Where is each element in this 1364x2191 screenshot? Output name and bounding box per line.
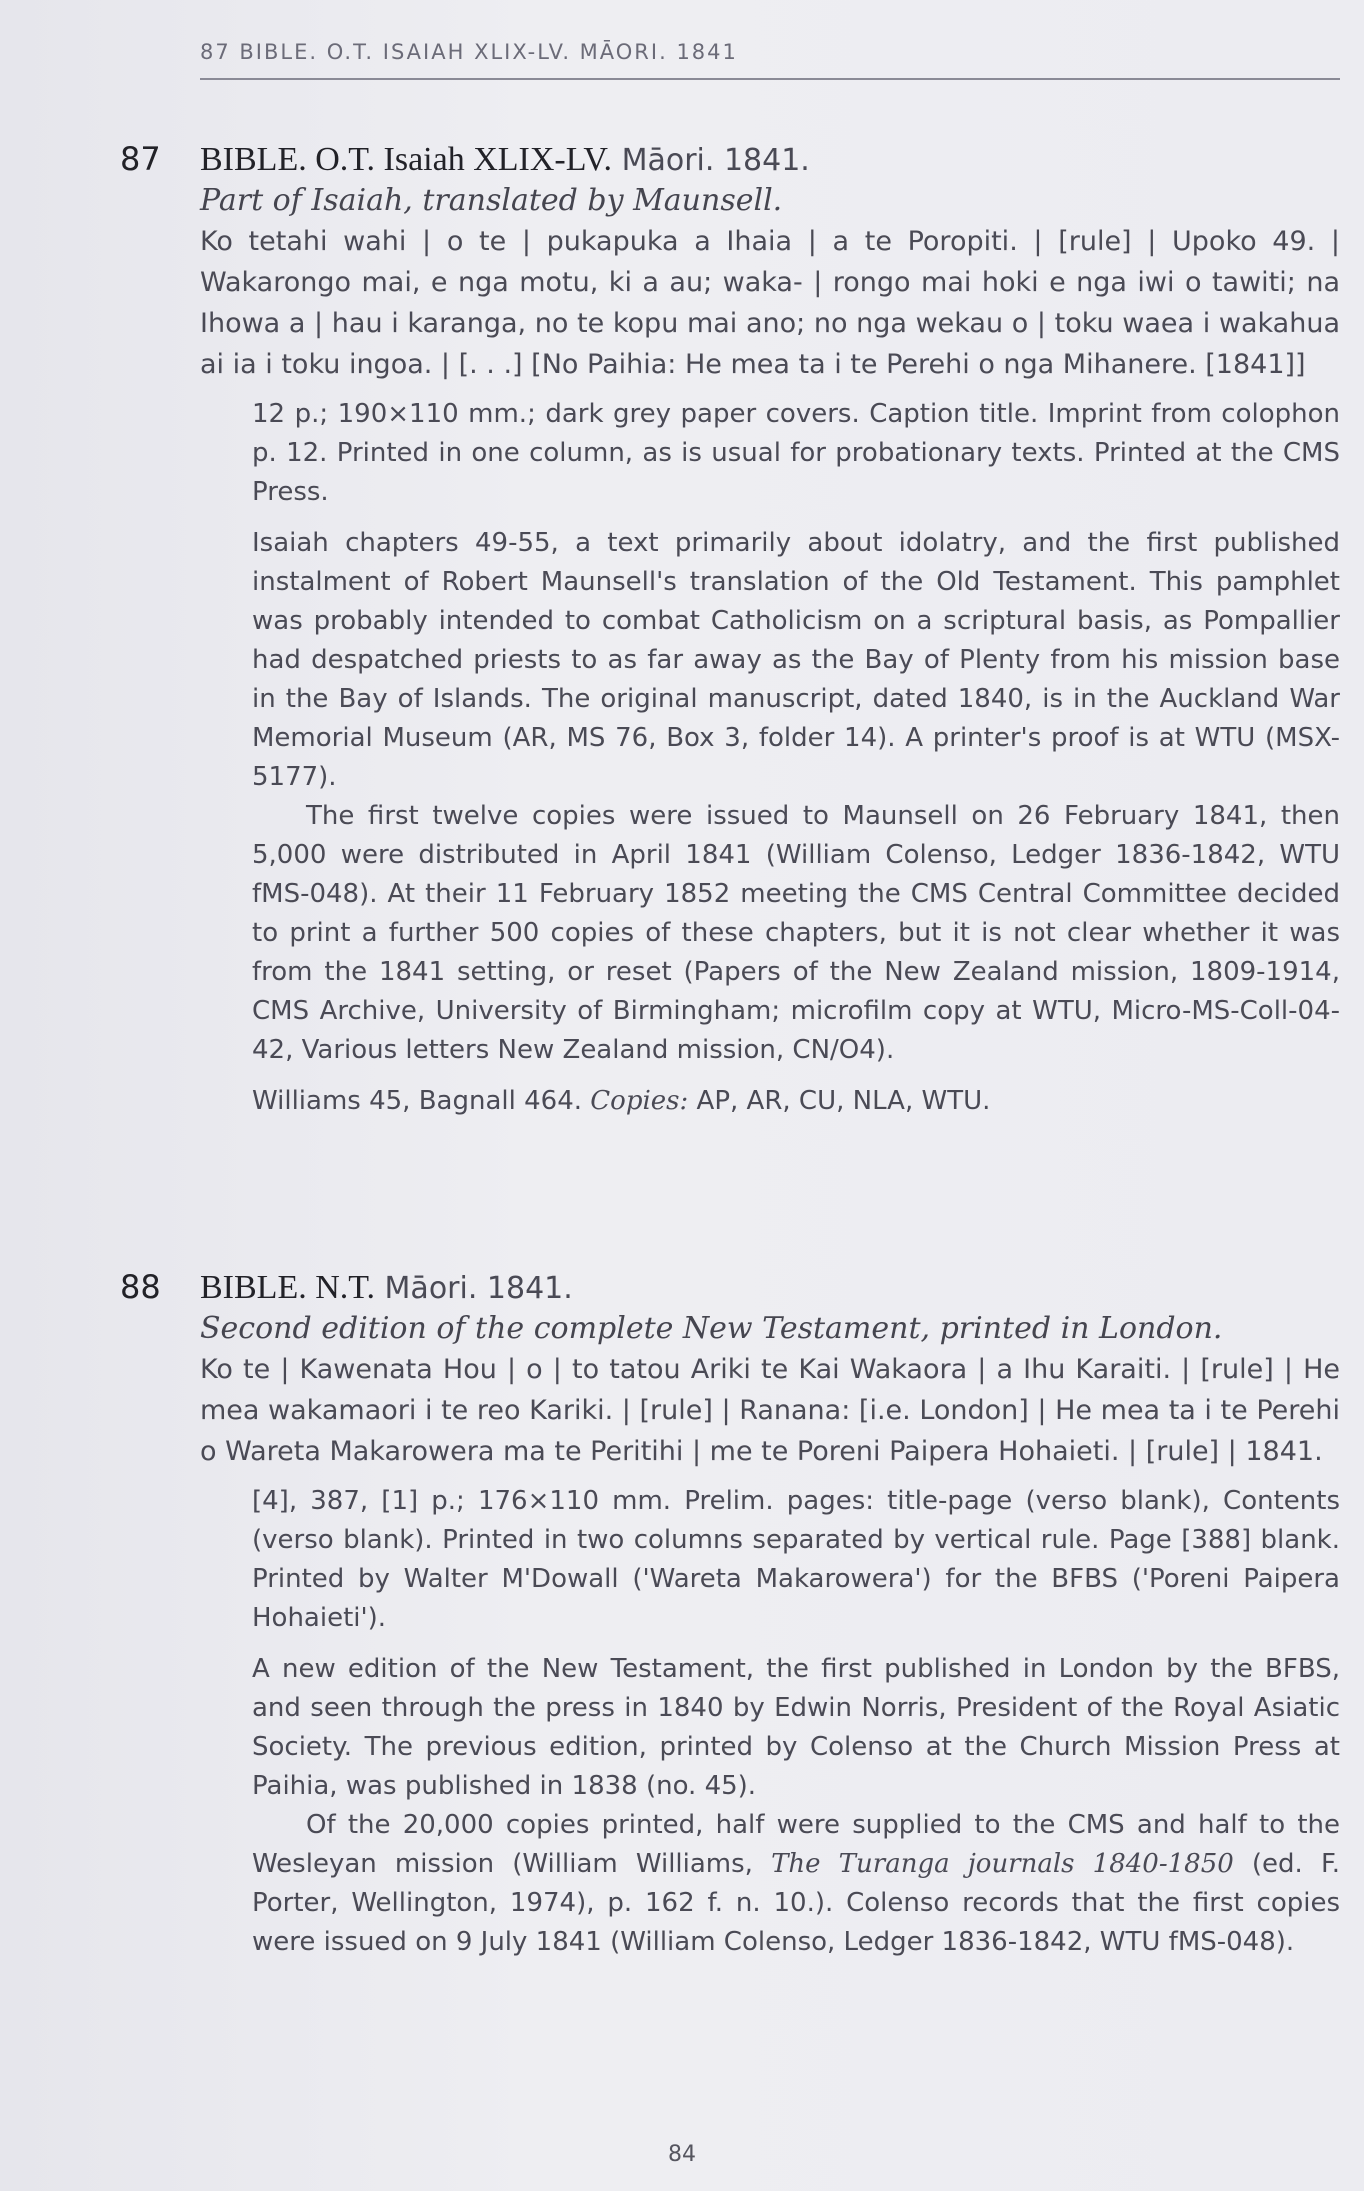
entry-subtitle: Second edition of the complete New Testament, printed in London.	[200, 1311, 1223, 1346]
copies-list: AP, AR, CU, NLA, WTU.	[688, 1086, 991, 1116]
entry-number: 88	[120, 1268, 161, 1306]
entry-heading	[120, 140, 1340, 179]
note-text: Of the 20,000 copies printed, half were supplied to the CMS and half to the Wesleyan mission (William Williams,	[252, 1810, 1340, 1879]
entry-body	[200, 1309, 1340, 1962]
note-text: (ed. F. Porter, Wellington, 1974), p. 162 f. n. 10.). Colenso records that the first copies were issued on 9 July 1841 (William Colenso, Ledger 1836-1842, WTU fMS-048).	[252, 1849, 1341, 1957]
running-header: 87 BIBLE. O.T. ISAIAH XLIX-LV. MĀORI. 1841	[200, 40, 1340, 80]
entry-subtitle: Part of Isaiah, translated by Maunsell.	[200, 183, 783, 218]
entry-heading	[120, 1268, 1340, 1307]
note-paragraph: Isaiah chapters 49-55, a text primarily about idolatry, and the first published instalment of Robert Maunsell's translation of the Old Testament. This pamphlet was probably intended to combat Catholicism on a scriptural basis, as Pompallier had despatched priests to as far away as the Bay of Plenty from his mission base in the Bay of Islands. The original manuscript, dated 1840, is in the Auckland War Memorial Museum (AR, MS 76, Box 3, folder 14). A printer's proof is at WTU (MSX-5177).	[252, 528, 1340, 792]
cited-title: The Turanga journals 1840-1850	[771, 1849, 1234, 1879]
catalogue-entry-88	[120, 1268, 1340, 1974]
note-paragraph: A new edition of the New Testament, the first published in London by the BFBS, and seen through the press in 1840 by Edwin Norris, President of the Royal Asiatic Society. The previous edition, printed by Colenso at the Church Mission Press at Paihia, was published in 1838 (no. 45).	[252, 1654, 1340, 1801]
entry-title	[200, 140, 810, 179]
title-transcription: Ko te | Kawenata Hou | o | to tatou Ariki te Kai Wakaora | a Ihu Karaiti. | [rule] | He mea wakamaori i te reo Kariki. | [rule] | Ranana: [i.e. London] | He mea ta i te Perehi o Wareta Makarowera ma te Peritihi | me te Poreni Paipera Hohaieti. | [rule] | 1841.	[200, 1354, 1340, 1467]
physical-description: 12 p.; 190×110 mm.; dark grey paper covers. Caption title. Imprint from colophon p. 12. Printed in one column, as is usual for probationary texts. Printed at the CMS Press.	[252, 399, 1340, 507]
references-copies	[252, 1082, 1340, 1121]
entry-title-language-date: Māori. 1841.	[375, 1271, 573, 1306]
physical-description: [4], 387, [1] p.; 176×110 mm. Prelim. pages: title-page (verso blank), Contents (verso blank). Printed in two columns separated by vertical rule. Page [388] blank. Printed by Walter M'Dowall ('Wareta Makarowera') for the BFBS ('Poreni Paipera Hohaieti').	[252, 1486, 1340, 1633]
references: Williams 45, Bagnall 464.	[252, 1086, 583, 1116]
entry-title	[200, 1268, 573, 1307]
entry-body	[200, 181, 1340, 1121]
entry-title-main: BIBLE. N.T.	[200, 1269, 376, 1306]
entry-title-language-date: Māori. 1841.	[612, 143, 810, 178]
entry-title-main: BIBLE. O.T. Isaiah XLIX-LV.	[200, 141, 613, 178]
entry-number: 87	[120, 140, 161, 178]
note-paragraph: The first twelve copies were issued to Maunsell on 26 February 1841, then 5,000 were distributed in April 1841 (William Colenso, Ledger 1836-1842, WTU fMS-048). At their 11 February 1852 meeting the CMS Central Committee decided to print a further 500 copies of these chapters, but it is not clear whether it was from the 1841 setting, or reset (Papers of the New Zealand mission, 1809-1914, CMS Archive, University of Birmingham; microfilm copy at WTU, Micro-MS-Coll-04-42, Various letters New Zealand mission, CN/O4).	[252, 801, 1340, 1065]
note-paragraph	[252, 1806, 1340, 1962]
page-number: 84	[668, 2142, 696, 2167]
copies-label: Copies:	[590, 1086, 689, 1116]
entry-notes	[252, 1482, 1340, 1962]
entry-notes	[252, 395, 1340, 1121]
catalogue-entry-87	[120, 140, 1340, 1133]
title-transcription: Ko tetahi wahi | o te | pukapuka a Ihaia | a te Poropiti. | [rule] | Upoko 49. | Wakarongo mai, e nga motu, ki a au; waka- | rongo mai hoki e nga iwi o tawiti; na Ihowa a | hau i karanga, no te kopu mai ano; no nga wekau o | toku waea i wakahua ai ia i toku ingoa. | [. . .] [No Paihia: He mea ta i te Perehi o nga Mihanere. [1841]]	[200, 226, 1340, 380]
